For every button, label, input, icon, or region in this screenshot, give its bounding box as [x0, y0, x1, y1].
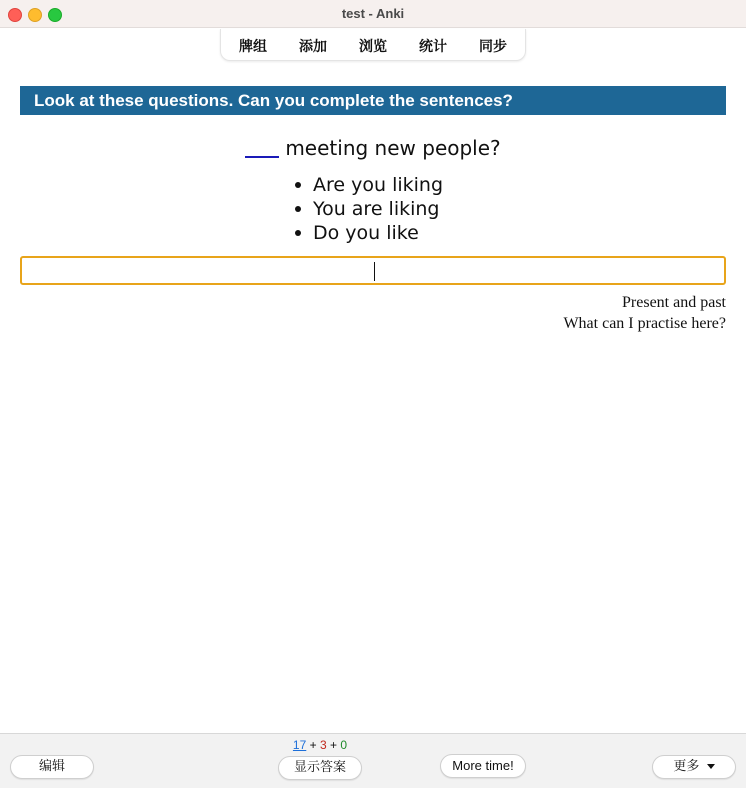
question-text: meeting new people? [285, 136, 501, 160]
toolbar-sync[interactable]: 同步 [479, 39, 507, 55]
main-toolbar [220, 29, 526, 61]
type-answer-input[interactable] [20, 256, 726, 285]
cloze-blank [245, 136, 279, 158]
toolbar-add[interactable]: 添加 [299, 39, 327, 55]
list-item: Do you like [293, 221, 443, 245]
toolbar-decks[interactable]: 牌组 [239, 39, 267, 55]
show-answer-button[interactable]: 显示答案 [278, 756, 362, 780]
card-question [0, 136, 746, 160]
list-item: Are you liking [293, 173, 443, 197]
more-menu-label: 更多 [673, 759, 700, 774]
review-count: 0 [340, 738, 348, 752]
text-caret [374, 262, 375, 281]
remaining-counts [0, 738, 640, 752]
answer-options-list [293, 173, 443, 245]
window-title: test - Anki [341, 6, 405, 21]
toolbar-browse[interactable]: 浏览 [359, 39, 387, 55]
card-tags [563, 292, 726, 334]
toolbar-stats[interactable]: 统计 [419, 39, 447, 55]
tag-line: Present and past [622, 294, 726, 311]
edit-button[interactable]: 编辑 [10, 755, 94, 779]
more-menu-button[interactable] [652, 755, 736, 779]
tag-line: What can I practise here? [563, 315, 726, 332]
more-time-button[interactable]: More time! [440, 754, 526, 778]
count-separator: + [330, 738, 338, 752]
learn-count: 3 [319, 738, 327, 752]
title-bar [0, 0, 746, 28]
chevron-down-icon [707, 764, 715, 769]
new-count[interactable]: 17 [292, 738, 307, 752]
count-separator: + [309, 738, 317, 752]
review-bottom-bar [0, 733, 746, 788]
list-item: You are liking [293, 197, 443, 221]
card-instruction-header: Look at these questions. Can you complete the sentences? [20, 86, 726, 115]
